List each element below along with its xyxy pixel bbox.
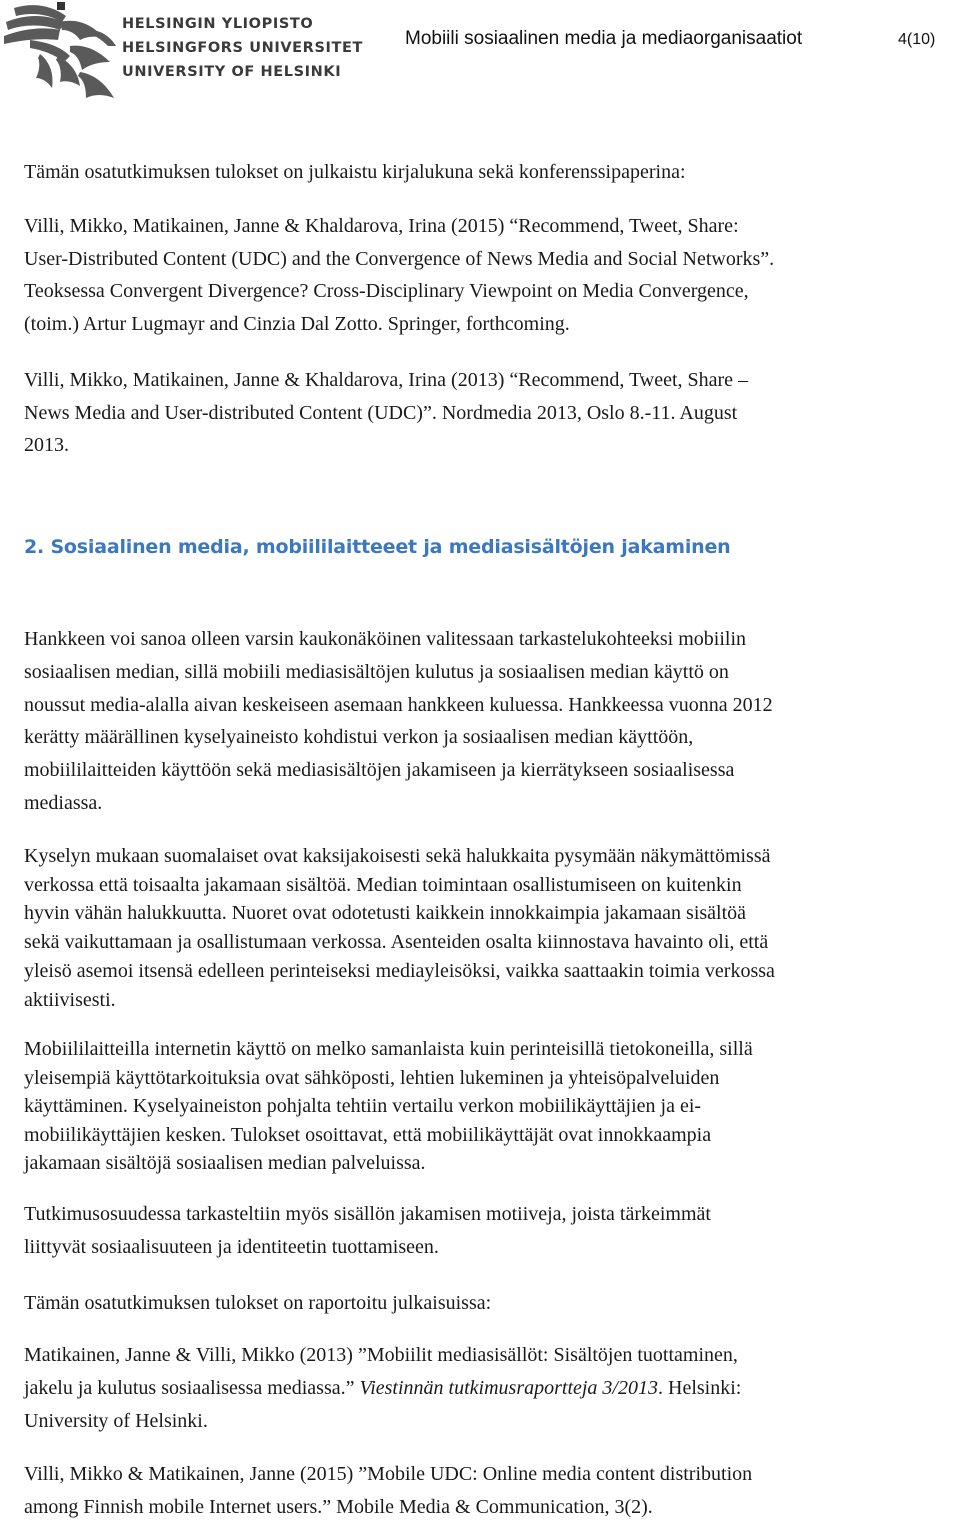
university-logo [0,0,363,110]
document-title: Mobiili sosiaalinen media ja mediaorganisaatiot [405,28,803,49]
paragraph-findings: Kyselyn mukaan suomalaiset ovat kaksijakoisesti sekä halukkaita pysymään näkymättömissä verkossa että toisaalta jakamaan sisältöä. Median toimintaan osallistumiseen on kuitenkin hyvin vähän halukkuutta. Nuoret ovat odotetusti kaikkein innokkaimpia jakamaan sisältöä sekä vaikuttamaan ja osallistumaan verkossa. Asenteiden osalta kiinnostava havainto oli, että yleisö asemoi itsensä edelleen perinteiseksi mediayleisöksi, vaikka saattaakin toimia verkossa aktiivisesti. [24,845,775,1011]
reference-2015-article: Villi, Mikko & Matikainen, Janne (2015) ”Mobile UDC: Online media content distribution among Finnish mobile Internet users.” Mobile Media & Communication, 3(2). [24,1463,753,1518]
reference-2015-chapter: Villi, Mikko, Matikainen, Janne & Khaldarova, Irina (2015) “Recommend, Tweet, Share: User-Distributed Content (UDC) and the Convergence of News Media and Social Networks”. Teoksessa Convergent Divergence? Cross-Disciplinary Viewpoint on Media Convergence, (toim.) Artur Lugmayr and Cinzia Dal Zotto. Springer, forthcoming. [24,215,775,335]
report-series-title: Viestinnän tutkimusraportteja 3/2013 [359,1377,658,1399]
flame-emblem-icon [0,0,120,110]
section-heading: 2. Sosiaalinen media, mobiililaitteeet ja mediasisältöjen jakaminen [24,536,731,558]
reference-2013-report: Matikainen, Janne & Villi, Mikko (2013) ”Mobiilit mediasisällöt: Sisältöjen tuottaminen, jakelu ja kulutus sosiaalisessa mediassa.” Viestinnän tutkimusraportteja 3/2013. Helsinki: University of Helsinki. [24,1344,742,1432]
paragraph-mobile-use: Mobiililaitteilla internetin käyttö on melko samanlaista kuin perinteisillä tietokoneilla, sillä yleisempiä käyttötarkoituksia ovat sähköposti, lehtien lukeminen ja yhteisöpalveluiden käyttäminen. Kyselyaineiston pohjalta tehtiin vertailu verkon mobiilikäyttäjien ja ei- mobiilikäyttäjien kesken. Tulokset osoittavat, että mobiilikäyttäjät ovat innokkaampia jakamaan sisältöjä sosiaalisen median palveluissa. [24,1038,753,1174]
logo-text-finnish: HELSINGIN YLIOPISTO [122,16,314,32]
logo-text-english: UNIVERSITY OF HELSINKI [122,64,342,80]
reference-2013-conference: Villi, Mikko, Matikainen, Janne & Khaldarova, Irina (2013) “Recommend, Tweet, Share – News Media and User-distributed Content (UDC)”. Nordmedia 2013, Oslo 8.-11. August 2013. [24,369,749,456]
reported-intro: Tämän osatutkimuksen tulokset on raportoitu julkaisuissa: [24,1292,492,1314]
paragraph-motives: Tutkimusosuudessa tarkasteltiin myös sisällön jakamisen motiiveja, joista tärkeimmät liittyvät sosiaalisuuteen ja identiteetin tuottamiseen. [24,1203,711,1258]
paragraph-survey: Hankkeen voi sanoa olleen varsin kaukonäköinen valitessaan tarkastelukohteeksi mobiilin sosiaalisen median, sillä mobiili mediasisältöjen kulutus ja sosiaalisen median käyttö on noussut media-alalla aivan keskeiseen asemaan hankkeen kuluessa. Hankkeessa vuonna 2012 kerätty määrällinen kyselyaineisto kohdistui verkon ja sosiaalisen median käyttöön, mobiililaitteiden käyttöön sekä mediasisältöjen jakamiseen ja kierrätykseen sosiaalisessa mediassa. [24,628,773,814]
publications-intro: Tämän osatutkimuksen tulokset on julkaistu kirjalukuna sekä konferenssipaperina: [24,161,686,183]
page-number: 4(10) [898,31,936,48]
logo-text-swedish: HELSINGFORS UNIVERSITET [122,40,363,56]
